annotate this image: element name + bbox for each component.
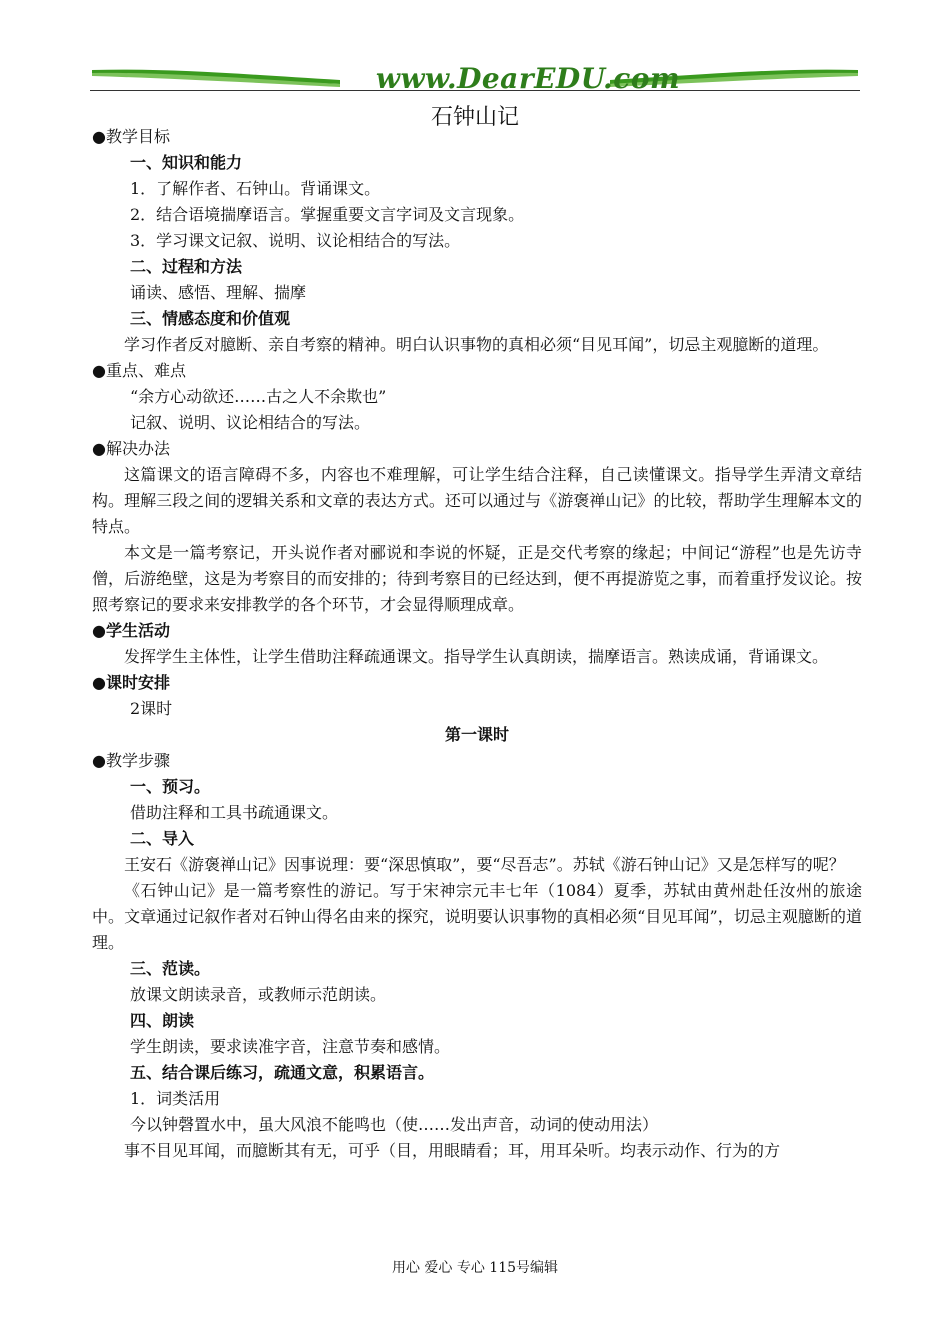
- subheading: 一、预习。: [130, 777, 211, 796]
- paragraph: 王安石《游褒禅山记》因事说理：要“深思慎取”，要“尽吾志”。苏轼《游石钟山记》又是怎样写的呢？: [124, 855, 845, 874]
- section-heading: ●教学步骤: [92, 751, 170, 770]
- text-line: “余方心动欲还……古之人不余欺也”: [130, 387, 387, 406]
- paragraph: 学习作者反对臆断、亲自考察的精神。明白认识事物的真相必须“目见耳闻”，切忌主观臆断的道理。: [124, 335, 829, 354]
- text-line: 2课时: [130, 699, 173, 718]
- section-heading: ●重点、难点: [92, 361, 186, 380]
- lesson-heading: 第一课时: [444, 725, 509, 744]
- document-body: [92, 124, 862, 1164]
- paragraph: 发挥学生主体性，让学生借助注释疏通课文。指导学生认真朗读，揣摩语言。熟读成诵，背诵课文。: [124, 647, 829, 666]
- text-line: 学生朗读，要求读准字音，注意节奏和感情。: [130, 1037, 451, 1056]
- subheading: 四、朗读: [130, 1011, 195, 1030]
- subheading: 五、结合课后练习，疏通文意，积累语言。: [130, 1063, 435, 1082]
- subheading: 二、过程和方法: [130, 257, 243, 276]
- subheading: 三、情感态度和价值观: [130, 309, 291, 328]
- subheading: 二、导入: [130, 829, 195, 848]
- text-line: 今以钟磬置水中，虽大风浪不能鸣也（使……发出声音，动词的使动用法）: [130, 1115, 659, 1134]
- paragraph: 《石钟山记》是一篇考察性的游记。写于宋神宗元丰七年（1084）夏季，苏轼由黄州赴任汝州的旅途中。文章通过记叙作者对石钟山得名由来的探究，说明要认识事物的真相必须“目见耳闻”，切忌主观臆断的道理。: [92, 881, 862, 952]
- header-divider: [90, 90, 860, 91]
- text-line: 1．词类活用: [130, 1089, 221, 1108]
- subheading: 一、知识和能力: [130, 153, 243, 172]
- text-line: 1．了解作者、石钟山。背诵课文。: [130, 179, 381, 198]
- text-line: 诵读、感悟、理解、揣摩: [130, 283, 307, 302]
- paragraph: 事不目见耳闻，而臆断其有无，可乎（目，用眼睛看；耳，用耳朵听。均表示动作、行为的方: [124, 1141, 781, 1160]
- text-line: 借助注释和工具书疏通课文。: [130, 803, 339, 822]
- section-heading: ●课时安排: [92, 673, 170, 692]
- section-heading: ●解决办法: [92, 439, 170, 458]
- paragraph: 这篇课文的语言障碍不多，内容也不难理解，可让学生结合注释，自己读懂课文。指导学生弄清文章结构。理解三段之间的逻辑关系和文章的表达方式。还可以通过与《游褒禅山记》的比较，帮助学生理解本文的特点。: [92, 465, 862, 536]
- subheading: 三、范读。: [130, 959, 211, 978]
- site-logo: www.DearEDU.com: [375, 62, 681, 95]
- text-line: 3．学习课文记叙、说明、议论相结合的写法。: [130, 231, 461, 250]
- page-title: 石钟山记: [430, 105, 519, 130]
- text-line: 2．结合语境揣摩语言。掌握重要文言字词及文言现象。: [130, 205, 525, 224]
- section-heading: ●学生活动: [92, 621, 170, 640]
- paragraph: 本文是一篇考察记，开头说作者对郦说和李说的怀疑，正是交代考察的缘起；中间记“游程”也是先访寺僧，后游绝壁，这是为考察目的而安排的；待到考察目的已经达到，便不再提游览之事，而着重抒发议论。按照考察记的要求来安排教学的各个环节，才会显得顺理成章。: [92, 543, 862, 614]
- section-heading: ●教学目标: [92, 127, 170, 146]
- text-line: 记叙、说明、议论相结合的写法。: [130, 413, 371, 432]
- page-footer: 用心 爱心 专心 115号编辑: [391, 1260, 559, 1276]
- text-line: 放课文朗读录音，或教师示范朗读。: [130, 985, 387, 1004]
